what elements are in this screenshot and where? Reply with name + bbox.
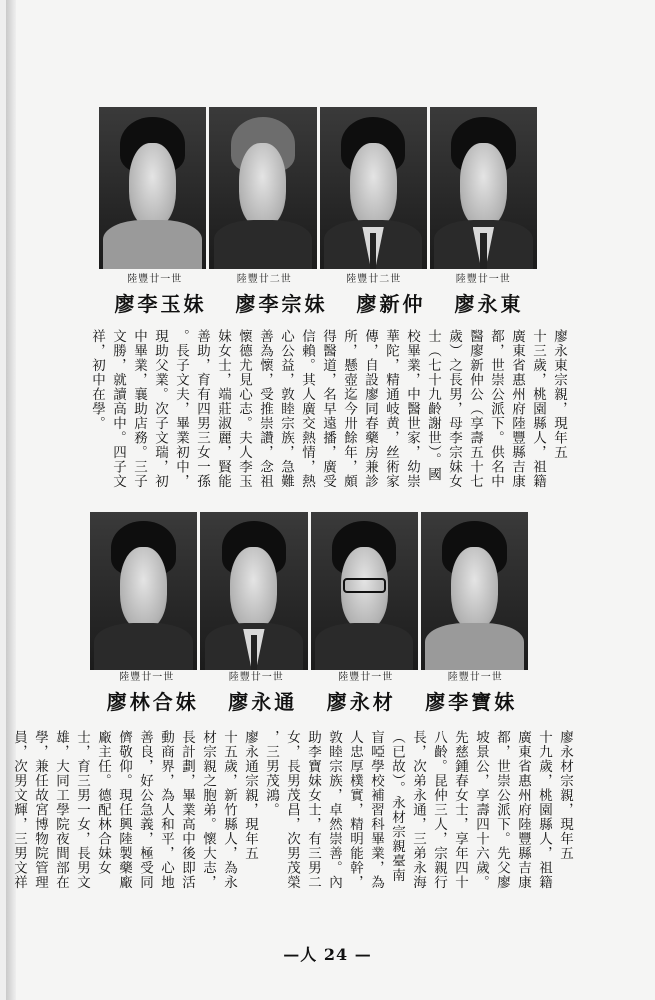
bio-column: （已故）。永材宗親臺南 bbox=[389, 730, 405, 883]
bio-column: 助李寶妹女士，有三男二 bbox=[305, 730, 321, 890]
bio-column: 廠主任。德配林合妹女 bbox=[95, 730, 111, 875]
bio-column: 傳，自設廖同春藥房兼診 bbox=[362, 329, 378, 489]
bio-column: 廖永通宗親，現年五 bbox=[242, 730, 258, 861]
bio-column: 十三歲，桃園縣人，祖籍 bbox=[530, 329, 546, 489]
bio-column: 十五歲，新竹縣人，為永 bbox=[221, 730, 237, 890]
generation-label: 陸豐廿一世 bbox=[119, 672, 175, 683]
person-name: 廖新仲 bbox=[356, 292, 426, 316]
bio-column: 妹女士，端莊淑麗，賢能 bbox=[215, 329, 231, 489]
bio-column: 。長子文夫，畢業初中， bbox=[173, 329, 189, 489]
bio-column: 華陀，精通岐黄，丝術家 bbox=[383, 329, 399, 489]
person-name: 廖林合妹 bbox=[106, 690, 199, 714]
bio-column: 廣東省惠州府陸豐縣吉康 bbox=[515, 730, 531, 890]
bio-column: 現助父業。次子文瑞，初 bbox=[152, 329, 168, 489]
bio-column: 人忠厚樸實，精明能幹， bbox=[347, 730, 363, 890]
portrait-photo bbox=[90, 512, 197, 670]
bio-column: 先慈鍾春女士，享年四十 bbox=[452, 730, 468, 890]
generation-label: 陸豐廿一世 bbox=[455, 274, 511, 285]
bio-column: 都，世崇公派下。先父廖 bbox=[494, 730, 510, 890]
portrait-photo bbox=[430, 107, 537, 269]
bio-column: 女，長男茂昌，次男茂榮 bbox=[284, 730, 300, 890]
person-name: 廖李寶妹 bbox=[425, 690, 518, 714]
portrait-photo bbox=[320, 107, 427, 269]
generation-label: 陸豐廿一世 bbox=[338, 672, 394, 683]
bio-column: 廖永東宗親，現年五 bbox=[551, 329, 567, 460]
bio-column: ，三男茂鴻。 bbox=[263, 730, 279, 817]
bio-column: 歲）之長男，母李宗妹女 bbox=[446, 329, 462, 489]
bio-column: 八齡。昆仲三人，宗親行 bbox=[431, 730, 447, 890]
bio-column: 祥，初中在學。 bbox=[89, 329, 105, 431]
bio-column: 校畢業，中醫世家，幼崇 bbox=[404, 329, 420, 489]
person-name: 廖李玉妹 bbox=[114, 292, 207, 316]
bio-column: 廣東省惠州府陸豐縣吉康 bbox=[509, 329, 525, 489]
bio-column: 所，懸壺迄今卅餘年，頗 bbox=[341, 329, 357, 489]
generation-label: 陸豐廿一世 bbox=[127, 274, 183, 285]
bio-column: 得醫道，名早遠播，廣受 bbox=[320, 329, 336, 489]
bio-column: 十九歲，桃園縣人，祖籍 bbox=[536, 730, 552, 890]
bio-column: 學，兼任故宮博物院管理 bbox=[32, 730, 48, 890]
bio-column: 廖永材宗親，現年五 bbox=[557, 730, 573, 861]
bio-column: 醫廖新仲公（享壽五十七 bbox=[467, 329, 483, 489]
bio-column: 敦睦宗族，卓然崇善。內 bbox=[326, 730, 342, 890]
bio-column: 善助，育有四男三女一孫 bbox=[194, 329, 210, 489]
top-photo-row bbox=[99, 107, 537, 269]
portrait-photo bbox=[209, 107, 316, 269]
portrait-photo bbox=[200, 512, 307, 670]
bio-column: 文勝，就讀高中。四子文 bbox=[110, 329, 126, 489]
top-name-captions bbox=[100, 288, 538, 317]
bio-column: 員，次男文輝，三男文祥 bbox=[11, 730, 27, 890]
bio-column: 信賴。其人廣交熱情，熱 bbox=[299, 329, 315, 489]
bottom-generation-labels bbox=[92, 668, 530, 683]
bio-column: 心公益，敦睦宗族，急難 bbox=[278, 329, 294, 489]
bio-column: 都，世崇公派下。供名中 bbox=[488, 329, 504, 489]
portrait-photo bbox=[311, 512, 418, 670]
top-generation-labels bbox=[100, 270, 538, 285]
bio-column: 中畢業，襄助店務。三子 bbox=[131, 329, 147, 489]
portrait-photo bbox=[99, 107, 206, 269]
person-name: 廖永東 bbox=[454, 292, 524, 316]
page-number: —人 24 — bbox=[283, 945, 372, 964]
bio-column: 士（七十九齡謝世）。國 bbox=[425, 329, 441, 482]
bio-column: 士，育三男一女，長男文 bbox=[74, 730, 90, 890]
person-name: 廖李宗妹 bbox=[235, 292, 328, 316]
bottom-name-captions bbox=[92, 686, 532, 715]
bio-column: 動商界，為人和平，心地 bbox=[158, 730, 174, 890]
bottom-photo-row bbox=[90, 512, 528, 670]
bio-column: 雄，大同工學院夜間部在 bbox=[53, 730, 69, 890]
bio-column: 長，次弟永通，三弟永海 bbox=[410, 730, 426, 890]
bio-column: 長計劃，畢業高中後即活 bbox=[179, 730, 195, 890]
bio-column: 儕敬仰。現任興陸製藥廠 bbox=[116, 730, 132, 890]
top-biography-text bbox=[86, 329, 569, 505]
generation-label: 陸豐廿二世 bbox=[236, 274, 292, 285]
bio-column: 懷德尤見心志。夫人李玉 bbox=[236, 329, 252, 489]
bottom-biography-text bbox=[8, 730, 575, 916]
generation-label: 陸豐廿二世 bbox=[346, 274, 402, 285]
bio-column: 坡景公，享壽四十六歲。 bbox=[473, 730, 489, 890]
generation-label: 陸豐廿一世 bbox=[447, 672, 503, 683]
person-name: 廖永材 bbox=[326, 690, 396, 714]
person-name: 廖永通 bbox=[228, 690, 298, 714]
portrait-photo bbox=[421, 512, 528, 670]
bio-column: 材宗親之胞弟。懷大志， bbox=[200, 730, 216, 890]
bio-column: 盲啞學校補習科畢業，為 bbox=[368, 730, 384, 890]
bio-column: 善為懷，受推崇讚，念祖 bbox=[257, 329, 273, 489]
generation-label: 陸豐廿一世 bbox=[228, 672, 284, 683]
bio-column: 善良，好公急義，極受同 bbox=[137, 730, 153, 890]
